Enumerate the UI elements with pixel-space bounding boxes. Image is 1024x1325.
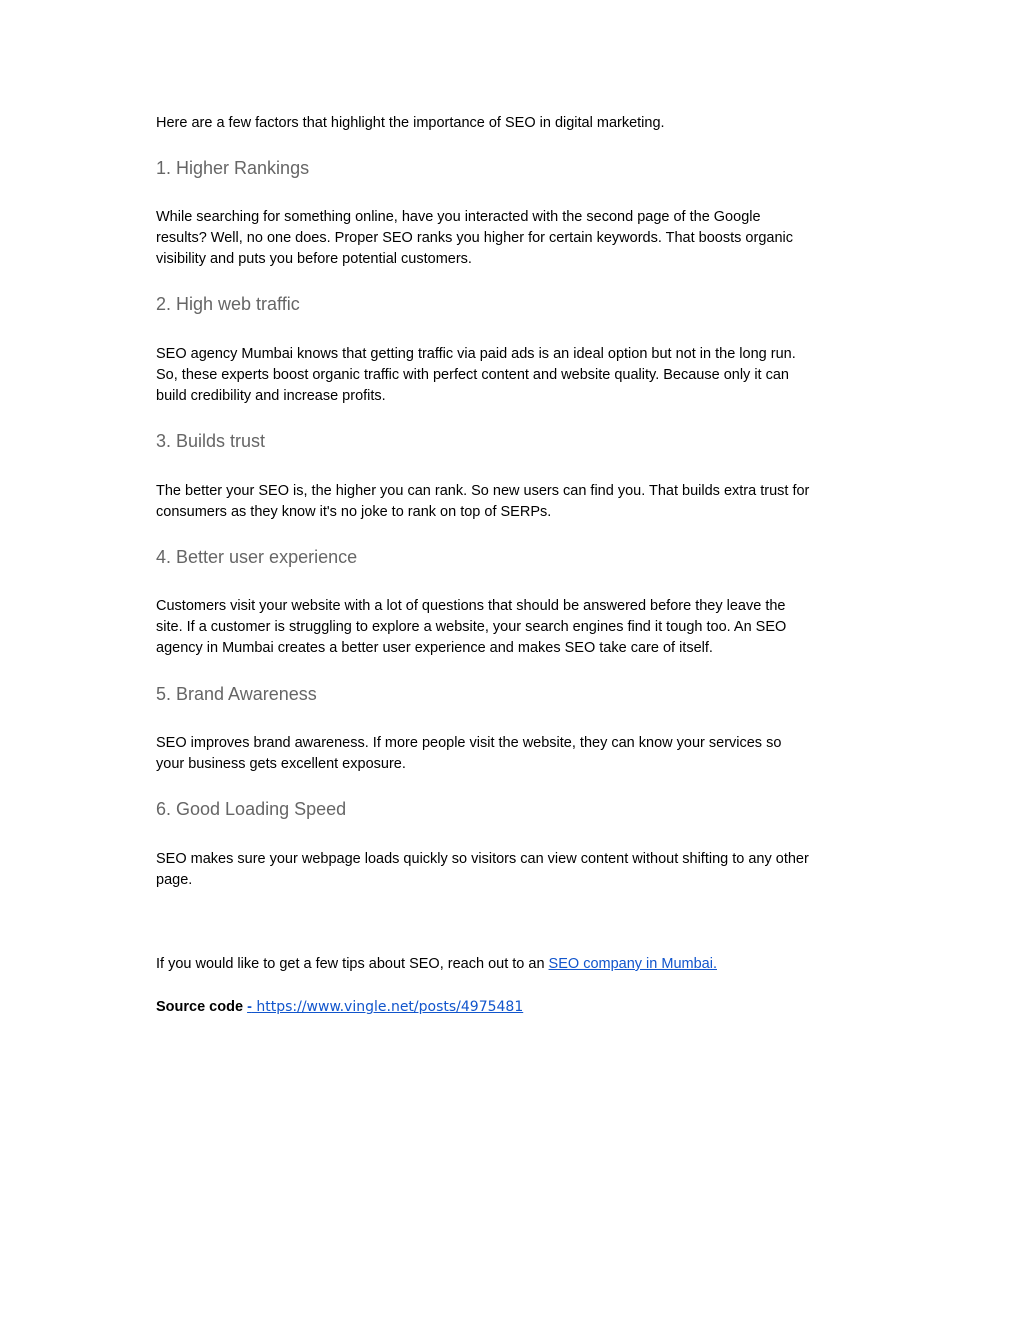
body-line: The better your SEO is, the higher you can rank. So new users can find you. That builds extra trust for bbox=[156, 483, 810, 499]
cta-text: If you would like to get a few tips about SEO, reach out to an bbox=[156, 956, 549, 972]
body-line: page. bbox=[156, 872, 193, 888]
body-line: consumers as they know it's no joke to rank on top of SERPs. bbox=[156, 504, 552, 520]
body-line: your business gets excellent exposure. bbox=[156, 756, 406, 772]
body-line: visibility and puts you before potential customers. bbox=[156, 251, 472, 267]
section-heading-brand-awareness: 5. Brand Awareness bbox=[156, 684, 317, 704]
body-line: So, these experts boost organic traffic with perfect content and website quality. Because only it can bbox=[156, 367, 789, 383]
body-line: Customers visit your website with a lot of questions that should be answered before they leave the bbox=[156, 598, 786, 614]
section-body-builds-trust bbox=[156, 481, 872, 523]
call-to-action bbox=[156, 954, 717, 974]
body-line: agency in Mumbai creates a better user experience and makes SEO take care of itself. bbox=[156, 640, 713, 656]
source-line bbox=[156, 997, 523, 1017]
section-body-brand-awareness bbox=[156, 733, 872, 775]
seo-company-link[interactable]: SEO company in Mumbai. bbox=[548, 956, 717, 972]
source-label: Source code bbox=[156, 999, 248, 1015]
body-line: site. If a customer is struggling to explore a website, your search engines find it tough too. An SEO bbox=[156, 619, 787, 635]
section-body-loading-speed bbox=[156, 849, 872, 891]
section-heading-high-web-traffic: 2. High web traffic bbox=[156, 294, 300, 314]
intro-text: Here are a few factors that highlight the importance of SEO in digital marketing. bbox=[156, 115, 665, 131]
source-dash-link[interactable]: - bbox=[247, 999, 252, 1015]
section-body-user-experience bbox=[156, 596, 872, 659]
source-url-link[interactable]: https://www.vingle.net/posts/4975481 bbox=[251, 999, 524, 1015]
section-body-higher-rankings bbox=[156, 207, 872, 270]
body-line: SEO improves brand awareness. If more people visit the website, they can know your services so bbox=[156, 735, 782, 751]
section-body-high-web-traffic bbox=[156, 344, 872, 407]
body-line: build credibility and increase profits. bbox=[156, 388, 386, 404]
body-line: SEO makes sure your webpage loads quickly so visitors can view content without shifting to any other bbox=[156, 851, 809, 867]
section-heading-loading-speed: 6. Good Loading Speed bbox=[156, 799, 347, 819]
section-heading-user-experience: 4. Better user experience bbox=[156, 547, 358, 567]
body-line: SEO agency Mumbai knows that getting traffic via paid ads is an ideal option but not in the long run. bbox=[156, 346, 796, 362]
body-line: results? Well, no one does. Proper SEO ranks you higher for certain keywords. That boosts organic bbox=[156, 230, 793, 246]
section-heading-builds-trust: 3. Builds trust bbox=[156, 431, 266, 451]
section-heading-higher-rankings: 1. Higher Rankings bbox=[156, 158, 310, 178]
body-line: While searching for something online, have you interacted with the second page of the Google bbox=[156, 209, 761, 225]
